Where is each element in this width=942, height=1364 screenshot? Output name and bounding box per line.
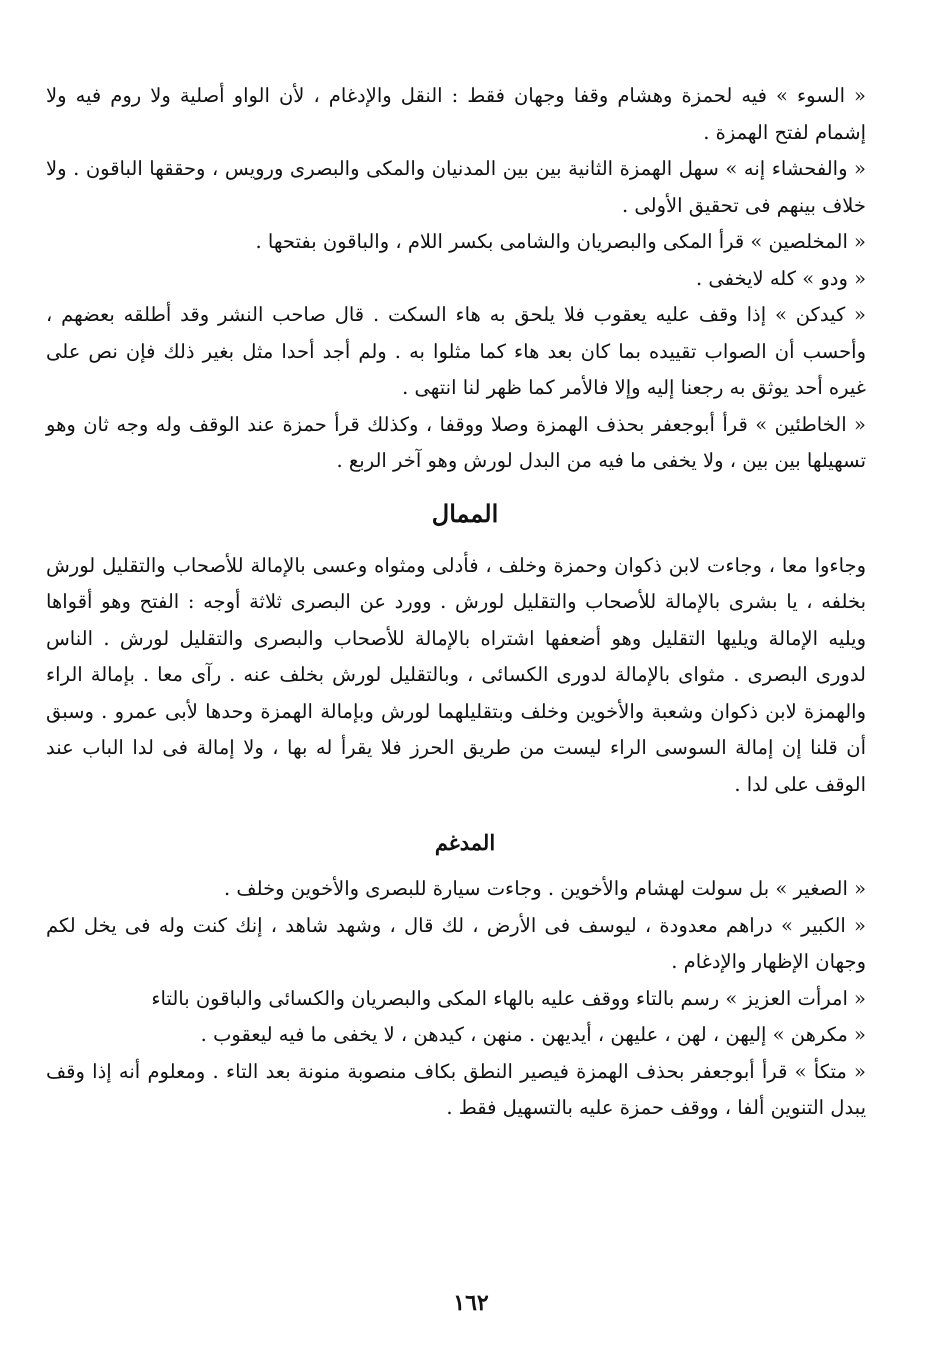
paragraph-wadu: « ودو » كله لايخفى . [695, 266, 866, 290]
paragraph-alkhatiin: « الخاطئين » قرأ أبوجعفر بحذف الهمزة وصلا ووقفا ، وكذلك قرأ حمزة عند الوقف وله وجه ثان وهو تسهيلها بين بين ، ولا يخفى ما فيه من البدل لورش وهو آخر الربع . [46, 412, 866, 472]
section-heading-mumal: الممال [431, 498, 499, 528]
paragraph-makrihinna: « مكرهن » إليهن ، لهن ، عليهن ، أيديهن . منهن ، كيدهن ، لا يخفى ما فيه ليعقوب . [200, 1023, 866, 1046]
paragraph-alsu: « السوء » فيه لحمزة وهشام وقفا وجهان فقط : النقل والإدغام ، لأن الواو أصلية ولا روم فيه ولا إشمام لفتح الهمزة . [46, 84, 866, 144]
paragraph-imraat: « امرأت العزيز » رسم بالتاء ووقف عليه بالهاء المكى والبصريان والكسائى والباقون بالتاء [151, 986, 866, 1010]
paragraph-alfahsha: « والفحشاء إنه » سهل الهمزة الثانية بين بين المدنيان والمكى والبصرى ورويس ، وحققها الباقون . ولا خلاف بينهم فى تحقيق الأولى . [46, 157, 866, 217]
page-number: ١٦٢ [453, 1290, 489, 1316]
paragraph-kaydakunna: « كيدكن » إذا وقف عليه يعقوب فلا يلحق به هاء السكت . قال صاحب النشر وقد أطلقه بعضهم ، وأحسب أن الصواب تقييده بما كان بعد هاء كما مثلوا به . ولم أجد أحدا مثل بغير ذلك فإن نص على غيره أحد يوثق به رجعنا إليه وإلا فالأمر كما ظهر لنا انتهى . [46, 303, 866, 399]
section-heading-mudgham: المدغم [434, 830, 496, 855]
paragraph-kabir: « الكبير » دراهم معدودة ، ليوسف فى الأرض ، لك قال ، وشهد شاهد ، إنك كنت وله فى يخل لكم وجهان الإظهار والإدغام . [46, 913, 866, 973]
paragraph-almukhlasin: « المخلصين » قرأ المكى والبصريان والشامى بكسر اللام ، والباقون بفتحها . [255, 230, 866, 253]
paragraph-mumal: وجاءوا معا ، وجاءت لابن ذكوان وحمزة وخلف ، فأدلى ومثواه وعسى بالإمالة للأصحاب والتقليل لورش بخلفه ، يا بشرى بالإمالة للأصحاب والتقليل لورش . وورد عن البصرى ثلاثة أوجه : الفتح وهو أقواها ويليه الإمالة ويليها التقليل وهو أضعفها اشتراه بالإمالة للأصحاب والبصرى والتقليل لورش . الناس لدورى البصرى . مثواى بالإمالة لدورى الكسائى ، وبالتقليل لورش بخلف عنه . رآى معا . بإمالة الراء والهمزة لابن ذكوان وشعبة والأخوين وخلف وبتقليلهما لورش وبإمالة الهمزة وحدها لأبى عمرو . وسبق أن قلنا إن إمالة السوسى الراء ليست من طريق الحرز فلا يقرأ له بها ، ولا إمالة فى لدا الباب عند الوقف على لدا . [46, 553, 866, 796]
paragraph-muttaka: « متكأ » قرأ أبوجعفر بحذف الهمزة فيصير النطق بكاف منصوبة منونة بعد التاء . ومعلوم أنه إذا وقف يبدل التنوين ألفا ، ووقف حمزة عليه بالتسهيل فقط . [46, 1059, 866, 1119]
paragraph-saghir: « الصغير » بل سولت لهشام والأخوين . وجاءت سيارة للبصرى والأخوين وخلف . [224, 877, 866, 900]
